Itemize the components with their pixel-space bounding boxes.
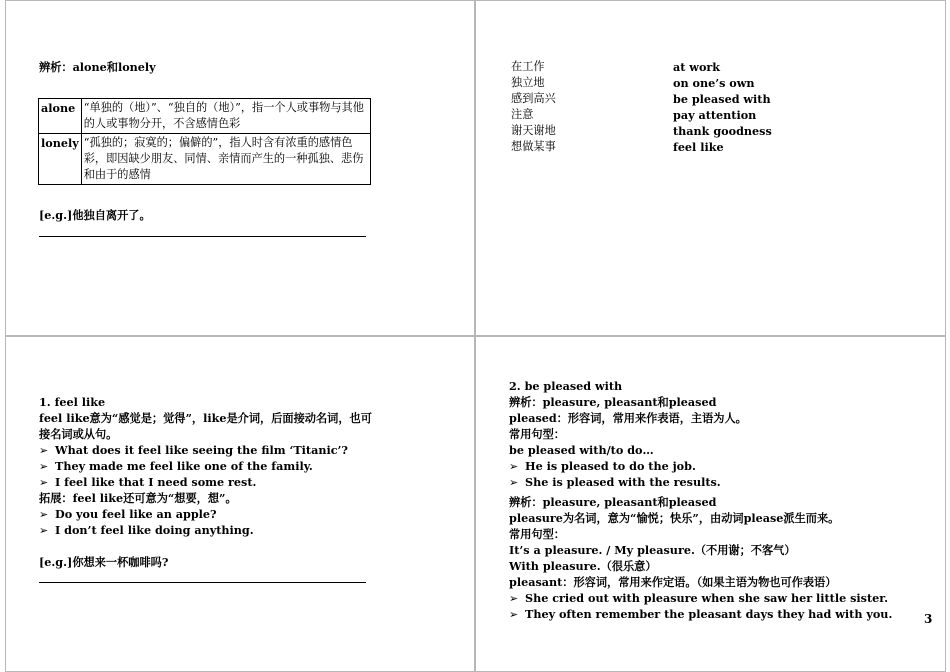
vocab-cn: 注意 bbox=[511, 108, 534, 121]
arrow-bullet-icon: ➢ bbox=[39, 476, 49, 489]
vocab-cn: 感到高兴 bbox=[511, 92, 556, 105]
arrow-bullet-icon: ➢ bbox=[509, 476, 519, 489]
vocab-en: be pleased with bbox=[673, 92, 771, 106]
definition-text: pleasure为名词，意为“愉悦；快乐”，由动词please派生而来。 bbox=[509, 511, 840, 525]
vocab-en: thank goodness bbox=[673, 124, 772, 138]
arrow-bullet-icon: ➢ bbox=[509, 608, 519, 621]
arrow-bullet-icon: ➢ bbox=[509, 592, 519, 605]
list-item: ➢ They often remember the pleasant days they had with you. bbox=[509, 607, 893, 621]
list-item: ➢ They made me feel like one of the family. bbox=[39, 459, 313, 473]
slide-panel-alone-lonely bbox=[5, 0, 475, 336]
vocab-en: feel like bbox=[673, 140, 724, 154]
table-cell-word: lonely bbox=[39, 134, 82, 185]
vocab-cn: 在工作 bbox=[511, 60, 545, 73]
definition-text: pleasant：形容词，常用来作定语。（如果主语为物也可作表语） bbox=[509, 575, 837, 589]
arrow-bullet-icon: ➢ bbox=[39, 524, 49, 537]
slide-panel-be-pleased-with bbox=[475, 336, 946, 672]
list-item: ➢ What does it feel like seeing the film ‘Titanic’? bbox=[39, 443, 348, 457]
heading-alone-lonely: 辨析：alone和lonely bbox=[39, 60, 156, 74]
definition-text: 接名词或从句。 bbox=[39, 427, 118, 441]
slide-panel-vocabulary bbox=[475, 0, 946, 336]
extension-text: 拓展：feel like还可意为“想要，想”。 bbox=[39, 491, 237, 505]
table-cell-meaning: “单独的（地）”、“独自的（地）”，指一个人或事物与其他的人或事物分开，不含感情色彩 bbox=[81, 99, 370, 134]
table-row bbox=[39, 134, 371, 185]
comparison-table bbox=[38, 98, 371, 185]
definition-text: pleased：形容词，常用来作表语，主语为人。 bbox=[509, 411, 747, 425]
table-cell-word: alone bbox=[39, 99, 82, 134]
analysis-heading: 辨析：pleasure, pleasant和pleased bbox=[509, 495, 717, 509]
list-item: ➢ He is pleased to do the job. bbox=[509, 459, 696, 473]
pattern-text: With pleasure.（很乐意） bbox=[509, 559, 657, 573]
arrow-bullet-icon: ➢ bbox=[509, 460, 519, 473]
arrow-bullet-icon: ➢ bbox=[39, 444, 49, 457]
vocab-en: pay attention bbox=[673, 108, 757, 122]
table-row bbox=[39, 99, 371, 134]
vocab-cn: 想做某事 bbox=[511, 140, 556, 153]
vocab-cn: 谢天谢地 bbox=[511, 124, 556, 137]
pattern-label: 常用句型： bbox=[509, 427, 565, 441]
answer-line bbox=[39, 582, 366, 583]
section-title: 1. feel like bbox=[39, 395, 106, 409]
vocab-en: on one’s own bbox=[673, 76, 755, 90]
list-item: ➢ I feel like that I need some rest. bbox=[39, 475, 257, 489]
pattern-text: be pleased with/to do… bbox=[509, 443, 654, 457]
vocab-en: at work bbox=[673, 60, 721, 74]
section-title: 2. be pleased with bbox=[509, 379, 623, 393]
page-number: 3 bbox=[924, 612, 933, 626]
arrow-bullet-icon: ➢ bbox=[39, 460, 49, 473]
pattern-label: 常用句型： bbox=[509, 527, 565, 541]
list-item: ➢ She is pleased with the results. bbox=[509, 475, 721, 489]
definition-text: feel like意为“感觉是；觉得”，like是介词，后面接动名词，也可 bbox=[39, 411, 372, 425]
table-cell-meaning: “孤独的；寂寞的；偏僻的”，指人时含有浓重的感情色彩，即因缺少朋友、同情、亲情而产生的一种孤独、悲伤和由于的感情 bbox=[81, 134, 370, 185]
list-item: ➢ Do you feel like an apple? bbox=[39, 507, 217, 521]
arrow-bullet-icon: ➢ bbox=[39, 508, 49, 521]
answer-line bbox=[39, 236, 366, 237]
pattern-text: It’s a pleasure. / My pleasure.（不用谢；不客气） bbox=[509, 543, 796, 557]
list-item: ➢ She cried out with pleasure when she saw her little sister. bbox=[509, 591, 888, 605]
example-prompt: [e.g.]他独自离开了。 bbox=[39, 208, 151, 222]
example-prompt: [e.g.]你想来一杯咖啡吗? bbox=[39, 555, 169, 569]
analysis-heading: 辨析：pleasure, pleasant和pleased bbox=[509, 395, 717, 409]
vocab-cn: 独立地 bbox=[511, 76, 545, 89]
slide-panel-feel-like bbox=[5, 336, 475, 672]
list-item: ➢ I don’t feel like doing anything. bbox=[39, 523, 254, 537]
